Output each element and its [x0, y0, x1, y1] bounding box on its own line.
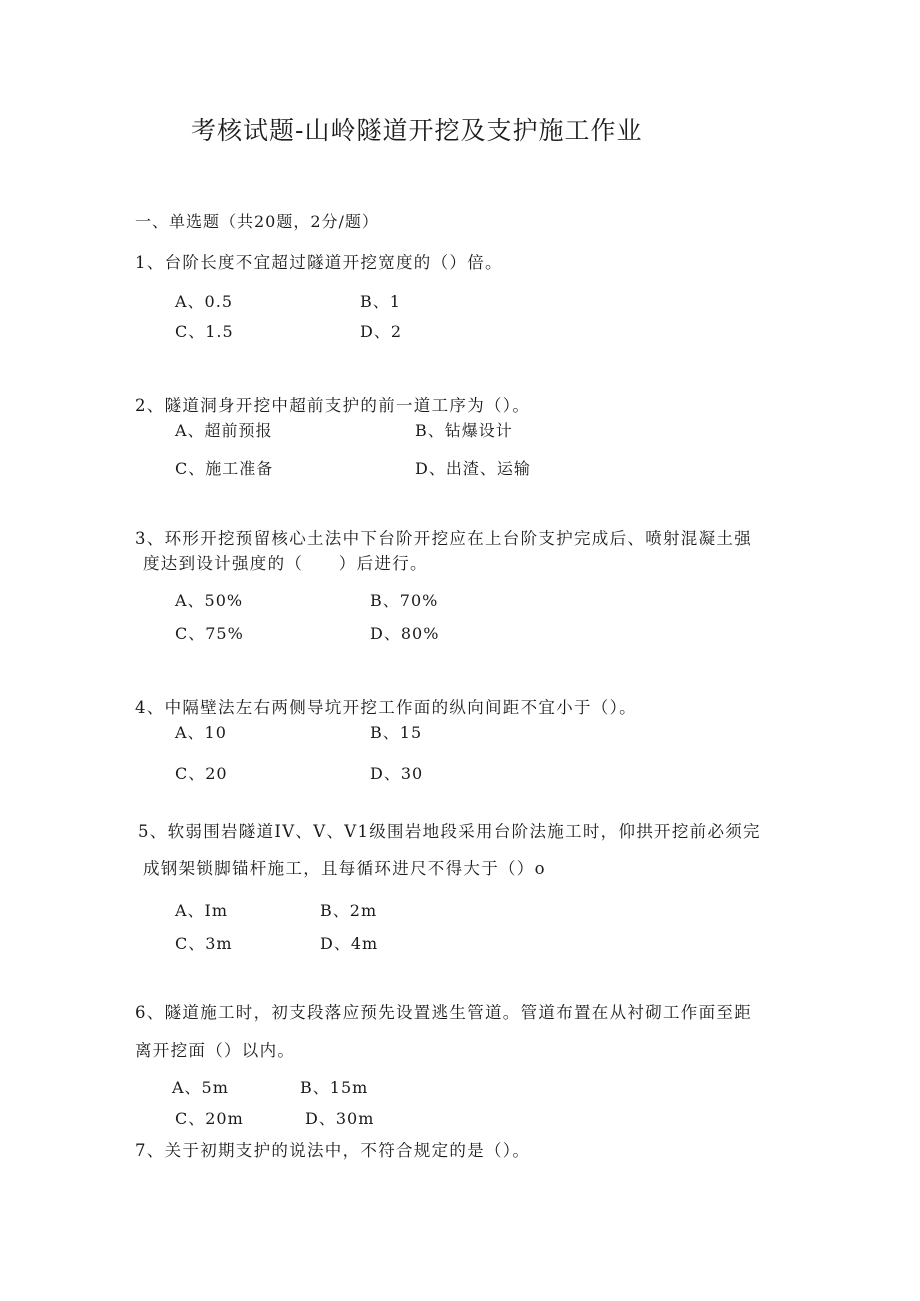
- question-4: 4、中隔壁法左右两侧导坑开挖工作面的纵向间距不宜小于（）。: [135, 698, 637, 717]
- q6-option-c: C、20m: [175, 1109, 244, 1128]
- q6-option-d: D、30m: [305, 1109, 375, 1128]
- q1-option-a: A、0.5: [175, 292, 234, 311]
- q2-option-c: C、施工准备: [175, 459, 274, 478]
- question-6-line-2: 离开挖面（）以内。: [135, 1041, 296, 1060]
- q5-option-b: B、2m: [320, 901, 378, 920]
- q5-option-a: A、Im: [175, 901, 229, 920]
- q2-option-a: A、超前预报: [175, 421, 273, 440]
- q4-option-d: D、30: [370, 764, 424, 783]
- q2-option-b: B、钻爆设计: [415, 421, 513, 440]
- q6-option-a: A、5m: [172, 1078, 229, 1097]
- q5-option-d: D、4m: [320, 934, 379, 953]
- q2-option-d: D、出渣、运输: [415, 459, 531, 478]
- q1-option-c: C、1.5: [175, 322, 234, 341]
- question-5-line-2: 成钢架锁脚锚杆施工，且每循环进尺不得大于（）o: [143, 859, 546, 878]
- q4-option-b: B、15: [370, 723, 423, 742]
- q4-option-a: A、10: [175, 723, 227, 742]
- section-heading: 一、单选题（共20题，2分/题）: [135, 212, 379, 231]
- question-7: 7、关于初期支护的说法中，不符合规定的是（）。: [135, 1141, 531, 1160]
- q1-option-b: B、1: [360, 292, 401, 311]
- q5-option-c: C、3m: [175, 934, 233, 953]
- question-3-line-1: 3、环形开挖预留核心土法中下台阶开挖应在上台阶支护完成后、喷射混凝土强: [135, 529, 752, 548]
- question-6-line-1: 6、隧道施工时，初支段落应预先设置逃生管道。管道布置在从衬砌工作面至距: [135, 1003, 752, 1022]
- question-2: 2、隧道洞身开挖中超前支护的前一道工序为（）。: [135, 396, 531, 415]
- question-1: 1、台阶长度不宜超过隧道开挖宽度的（）倍。: [135, 253, 503, 272]
- q1-option-d: D、2: [360, 322, 403, 341]
- q3-option-d: D、80%: [370, 624, 440, 643]
- question-5-line-1: 5、软弱围岩隧道IV、V、V1级围岩地段采用台阶法施工时，仰拱开挖前必须完: [138, 822, 761, 841]
- q3-option-a: A、50%: [175, 591, 244, 610]
- q3-option-c: C、75%: [175, 624, 244, 643]
- question-3-line-2: 度达到设计强度的（ ）后进行。: [143, 554, 428, 573]
- q3-option-b: B、70%: [370, 591, 439, 610]
- q4-option-c: C、20: [175, 764, 228, 783]
- q6-option-b: B、15m: [300, 1078, 369, 1097]
- page-title: 考核试题-山岭隧道开挖及支护施工作业: [191, 116, 643, 145]
